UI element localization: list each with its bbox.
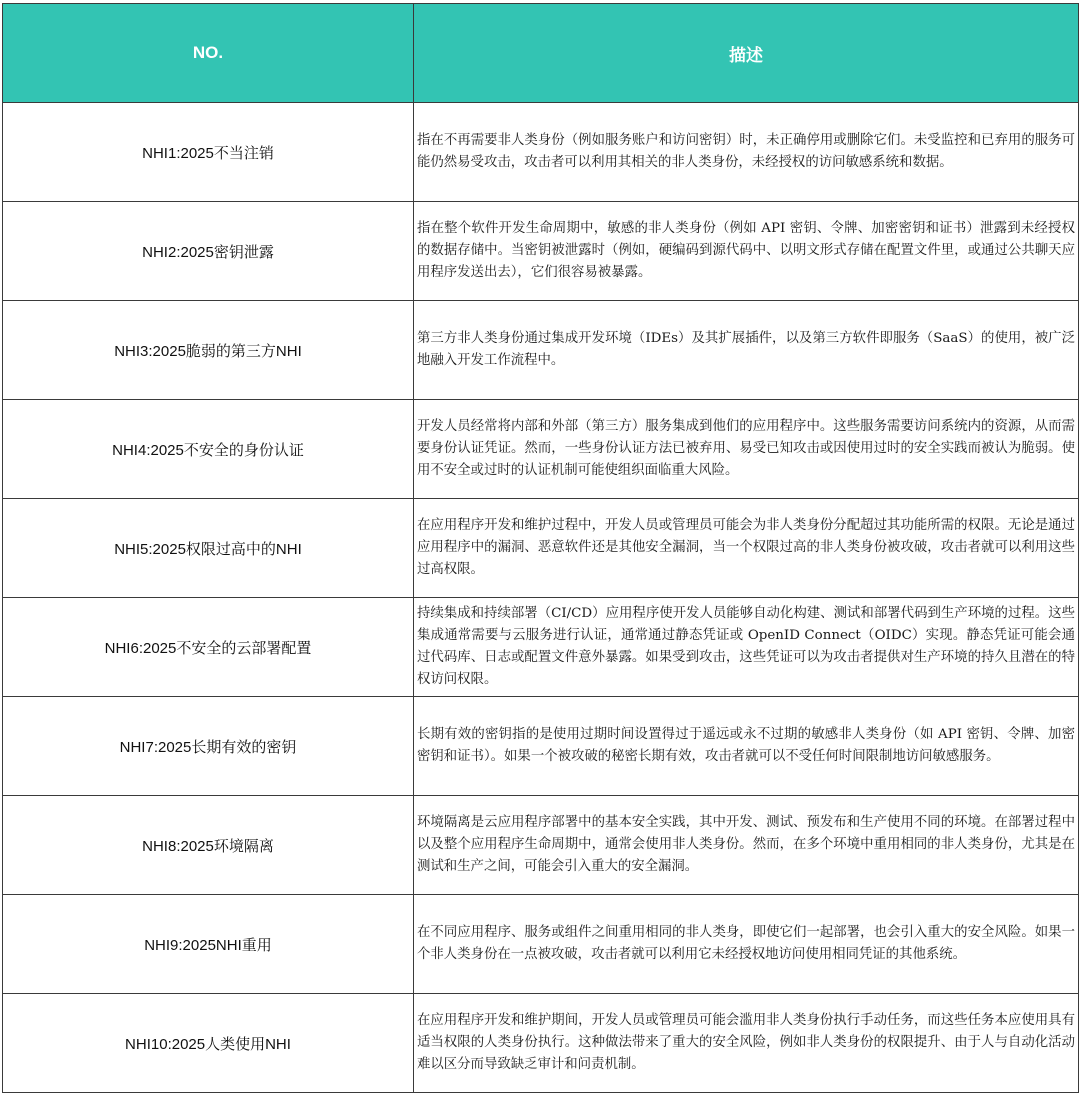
row-id: NHI5:2025权限过高中的NHI xyxy=(3,499,414,598)
row-id: NHI3:2025脆弱的第三方NHI xyxy=(3,301,414,400)
row-id: NHI2:2025密钥泄露 xyxy=(3,202,414,301)
row-description: 在应用程序开发和维护期间，开发人员或管理员可能会滥用非人类身份执行手动任务，而这些任务本应使用具有适当权限的人类身份执行。这种做法带来了重大的安全风险，例如非人类身份的权限提升、由于人与自动化活动难以区分而导致缺乏审计和问责机制。 xyxy=(414,994,1079,1093)
row-description: 长期有效的密钥指的是使用过期时间设置得过于遥远或永不过期的敏感非人类身份（如 API 密钥、令牌、加密密钥和证书）。如果一个被攻破的秘密长期有效，攻击者就可以不受任何时间限制地访问敏感服务。 xyxy=(414,697,1079,796)
row-id: NHI10:2025人类使用NHI xyxy=(3,994,414,1093)
row-description: 在不同应用程序、服务或组件之间重用相同的非人类身，即使它们一起部署，也会引入重大的安全风险。如果一个非人类身份在一点被攻破，攻击者就可以利用它未经授权地访问使用相同凭证的其他系统。 xyxy=(414,895,1079,994)
table-row xyxy=(3,400,1079,499)
header-description: 描述 xyxy=(414,4,1079,103)
row-id: NHI8:2025环境隔离 xyxy=(3,796,414,895)
row-description: 指在整个软件开发生命周期中，敏感的非人类身份（例如 API 密钥、令牌、加密密钥和证书）泄露到未经授权的数据存储中。当密钥被泄露时（例如，硬编码到源代码中、以明文形式存储在配置文件里，或通过公共聊天应用程序发送出去），它们很容易被暴露。 xyxy=(414,202,1079,301)
nhi-table xyxy=(2,3,1079,1093)
header-no: NO. xyxy=(3,4,414,103)
row-id: NHI4:2025不安全的身份认证 xyxy=(3,400,414,499)
table-body xyxy=(3,103,1079,1093)
table-header xyxy=(3,4,1079,103)
row-description: 开发人员经常将内部和外部（第三方）服务集成到他们的应用程序中。这些服务需要访问系统内的资源，从而需要身份认证凭证。然而，一些身份认证方法已被弃用、易受已知攻击或因使用过时的安全实践而被认为脆弱。使用不安全或过时的认证机制可能使组织面临重大风险。 xyxy=(414,400,1079,499)
table-row xyxy=(3,796,1079,895)
row-id: NHI9:2025NHI重用 xyxy=(3,895,414,994)
row-description: 环境隔离是云应用程序部署中的基本安全实践，其中开发、测试、预发布和生产使用不同的环境。在部署过程中以及整个应用程序生命周期中，通常会使用非人类身份。然而，在多个环境中重用相同的非人类身份，尤其是在测试和生产之间，可能会引入重大的安全漏洞。 xyxy=(414,796,1079,895)
row-description: 持续集成和持续部署（CI/CD）应用程序使开发人员能够自动化构建、测试和部署代码到生产环境的过程。这些集成通常需要与云服务进行认证，通常通过静态凭证或 OpenID Connect（OIDC）实现。静态凭证可能会通过代码库、日志或配置文件意外暴露。如果受到攻击，这些凭证可以为攻击者提供对生产环境的持久且潜在的特权访问权限。 xyxy=(414,598,1079,697)
row-description: 在应用程序开发和维护过程中，开发人员或管理员可能会为非人类身份分配超过其功能所需的权限。无论是通过应用程序中的漏洞、恶意软件还是其他安全漏洞，当一个权限过高的非人类身份被攻破，攻击者就可以利用这些过高权限。 xyxy=(414,499,1079,598)
row-description: 指在不再需要非人类身份（例如服务账户和访问密钥）时，未正确停用或删除它们。未受监控和已弃用的服务可能仍然易受攻击，攻击者可以利用其相关的非人类身份，未经授权的访问敏感系统和数据。 xyxy=(414,103,1079,202)
table-row xyxy=(3,895,1079,994)
row-description: 第三方非人类身份通过集成开发环境（IDEs）及其扩展插件，以及第三方软件即服务（SaaS）的使用，被广泛地融入开发工作流程中。 xyxy=(414,301,1079,400)
row-id: NHI7:2025长期有效的密钥 xyxy=(3,697,414,796)
table-row xyxy=(3,697,1079,796)
table-row xyxy=(3,103,1079,202)
header-row xyxy=(3,4,1079,103)
table-row xyxy=(3,301,1079,400)
table-row xyxy=(3,499,1079,598)
row-id: NHI6:2025不安全的云部署配置 xyxy=(3,598,414,697)
table-row xyxy=(3,598,1079,697)
row-id: NHI1:2025不当注销 xyxy=(3,103,414,202)
table-row xyxy=(3,994,1079,1093)
table-row xyxy=(3,202,1079,301)
